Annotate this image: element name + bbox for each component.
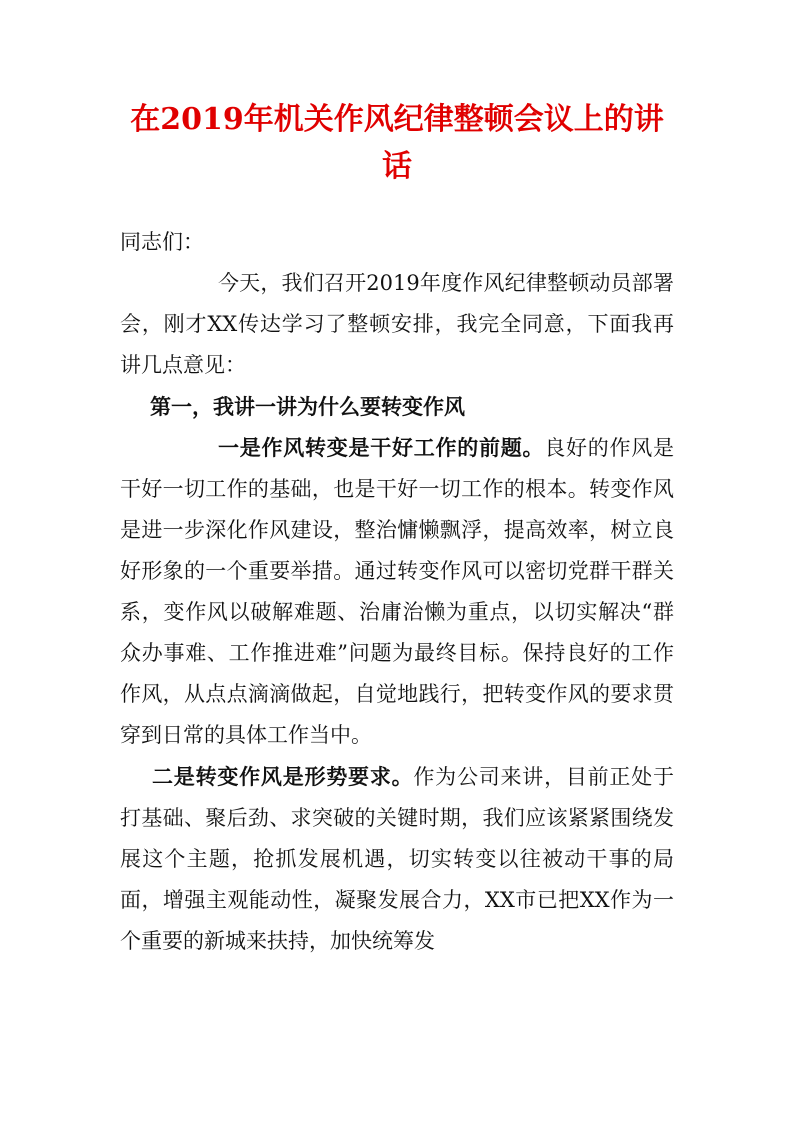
document-body (120, 222, 674, 962)
document-title: 在2019年机关作风纪律整顿会议上的讲话 (130, 102, 664, 184)
paragraph-2-lead: 二是转变作风是形势要求。 (152, 764, 414, 789)
paragraph-2-body: 作为公司来讲，目前正处于打基础、聚后劲、求突破的关键时期，我们应该紧紧围绕发展这个主题，抢抓发展机遇，切实转变以往被动干事的局面，增强主观能动性，凝聚发展合力，XX市已把XX作为一个重要的新城来扶持，加快统筹发 (120, 765, 674, 953)
paragraph-1 (120, 427, 674, 756)
intro-paragraph: 今天，我们召开2019年度作风纪律整顿动员部署会，刚才XX传达学习了整顿安排，我完全同意，下面我再讲几点意见： (120, 271, 674, 377)
paragraph-1-lead: 一是作风转变是干好工作的前题。 (218, 435, 545, 460)
section-heading: 第一，我讲一讲为什么要转变作风 (150, 394, 465, 419)
paragraph-1-body: 良好的作风是干好一切工作的基础，也是干好一切工作的根本。转变作风是进一步深化作风建设，整治慵懒飘浮，提高效率，树立良好形象的一个重要举措。通过转变作风可以密切党群干群关系，变作风以破解难题、治庸治懒为重点，以切实解决“群众办事难、工作推进难”问题为最终目标。保持良好的工作作风，从点点滴滴做起，自觉地践行，把转变作风的要求贯穿到日常的具体工作当中。 (120, 436, 674, 747)
paragraph-2 (120, 756, 674, 962)
salutation: 同志们： (120, 230, 204, 254)
